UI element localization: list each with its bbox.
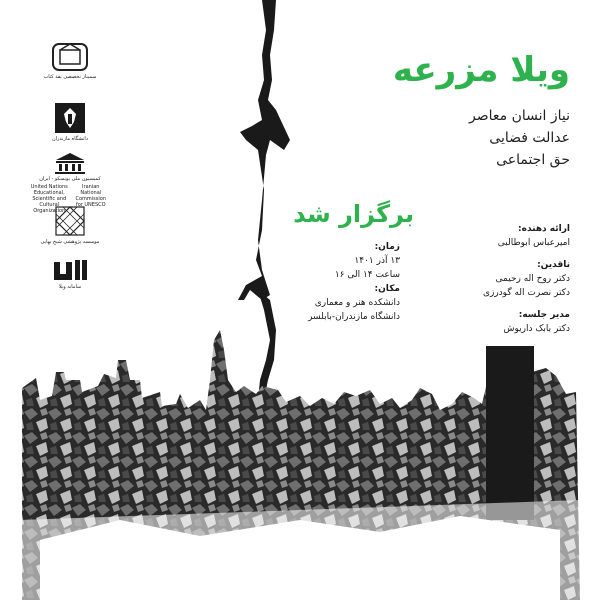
presenter-label: ارائه دهنده: <box>518 224 570 234</box>
subtitle-3: حق اجتماعی <box>496 152 570 168</box>
place-line-2: دانشگاه مازندران-بابلسر <box>308 312 400 322</box>
critics-label: ناقدین: <box>537 260 570 270</box>
unesco-caption-fa: کمیسیون ملی یونسکو - ایران <box>39 176 101 182</box>
unesco-caption-en: United Nations Educational, Scientific and Cultural Organization <box>30 184 68 214</box>
university-emblem-icon <box>54 102 86 134</box>
critic-name-1: دکتر روح اله رحیمی <box>495 274 570 284</box>
participants-block <box>450 222 570 336</box>
seminar-emblem-icon <box>51 40 89 72</box>
held-label: برگزار شد <box>293 200 414 228</box>
event-date: ۱۳ آذر ۱۴۰۱ <box>354 256 400 266</box>
seminar-caption: سمینار تخصصی نقد کتاب <box>43 74 97 80</box>
subtitle-1: نیاز انسان معاصر <box>468 108 570 124</box>
critic-name-2: دکتر نصرت اله گودرزی <box>482 288 570 298</box>
villa-system-logo <box>30 258 110 290</box>
university-caption: دانشگاه مازندران <box>51 136 89 142</box>
place-line-1: دانشکده هنر و معماری <box>314 298 400 308</box>
sheikh-bahaei-caption: موسسه پژوهشی شیخ بهایی <box>40 239 100 245</box>
villa-system-caption: سامانه ویلا <box>58 284 82 290</box>
time-label: زمان: <box>374 242 400 252</box>
event-hours: ساعت ۱۴ الی ۱۶ <box>334 270 400 280</box>
seminar-logo <box>30 40 110 80</box>
unesco-commission-caption-en: Iranian National Commission for UNESCO <box>75 184 106 208</box>
villa-wordmark-icon <box>52 258 88 282</box>
moderator-name: دکتر بابک داریوش <box>503 324 570 334</box>
place-label: مکان: <box>374 284 400 294</box>
event-subtitles <box>469 105 570 171</box>
sheikh-bahaei-logo <box>30 205 110 245</box>
geometric-pattern-icon <box>54 205 86 237</box>
university-logo <box>30 102 110 142</box>
event-title: ویلا مزرعه <box>392 50 570 90</box>
moderator-label: مدیر جلسه: <box>518 310 570 320</box>
time-place-block <box>290 240 400 324</box>
unesco-temple-icon <box>52 152 88 174</box>
subtitle-2: عدالت فضایی <box>489 130 570 146</box>
presenter-name: امیرعباس ابوطالبی <box>497 238 570 248</box>
